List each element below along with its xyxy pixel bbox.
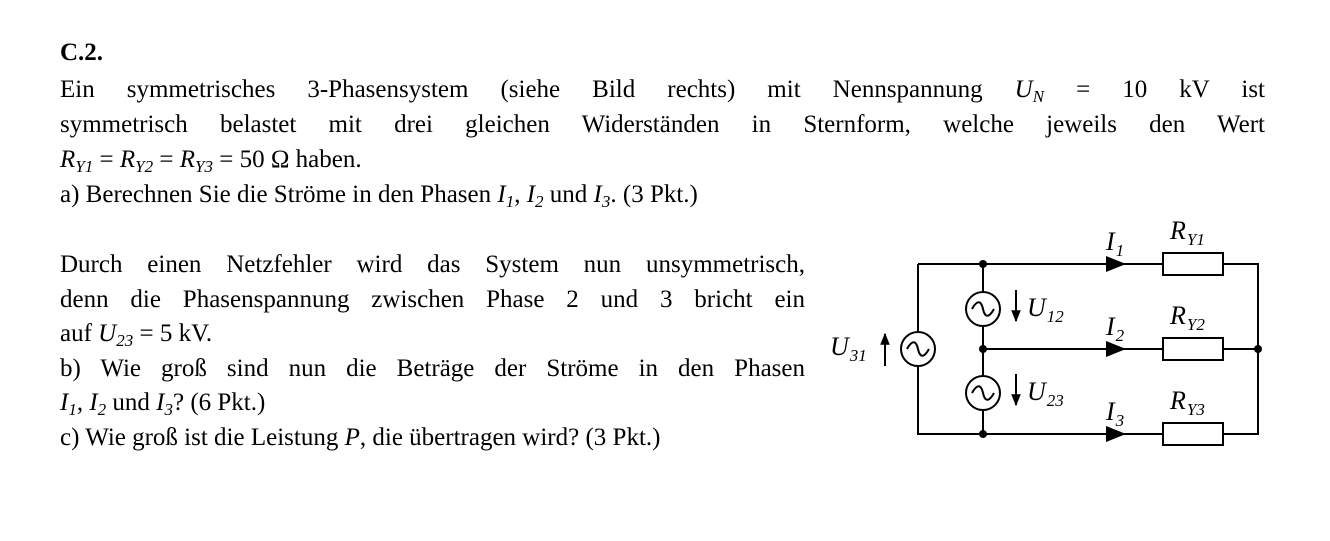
resistor-ry1: [1163, 253, 1223, 275]
voltage-source-u23: [966, 376, 1000, 410]
part-c-question: c) Wie groß ist die Leistung P, die übertragen wird? (3 Pkt.): [60, 423, 661, 451]
part-a-question: a) Berechnen Sie die Ströme in den Phasen $I_1$, $I_2$ und $I_3$. (3 Pkt.): [60, 181, 698, 211]
label-i1: $I_1$: [1106, 227, 1125, 260]
resistor-ry3: [1163, 423, 1223, 445]
label-i3: $I_3$: [1106, 397, 1125, 430]
intro-line-1: Ein symmetrisches 3-Phasensystem (siehe Bild rechts) mit Nennspannung $U_N = 10$ kV ist: [60, 76, 1265, 106]
label-ry3: $R_{Y3}$: [1170, 386, 1205, 419]
intro-line-2: symmetrisch belastet mit drei gleichen Widerständen in Sternform, welche jeweils den Wert: [60, 111, 1265, 138]
task-heading: C.2.: [60, 39, 104, 66]
label-i2: $I_2$: [1106, 312, 1125, 345]
label-u31: $U_{31}$: [830, 332, 867, 365]
fault-line-2: denn die Phasenspannung zwischen Phase 2 und 3 bricht ein: [60, 285, 805, 313]
label-u23: $U_{23}$: [1027, 377, 1064, 410]
intro-line-3: $R_{Y1} = R_{Y2} = R_{Y3} = 50$ Ω haben.: [60, 146, 362, 176]
fault-line-1: Durch einen Netzfehler wird das System nun unsymmetrisch,: [60, 251, 805, 278]
voltage-source-u12: [966, 292, 1000, 326]
part-b-question-line-2: $I_1$, $I_2$ und $I_3$? (6 Pkt.): [60, 389, 266, 419]
resistor-ry2: [1163, 338, 1223, 360]
voltage-source-u31: [901, 332, 935, 366]
part-b-question-line-1: b) Wie groß sind nun die Beträge der Ströme in den Phasen: [60, 354, 805, 382]
fault-line-3: auf $U_{23} = 5$ kV.: [60, 320, 213, 350]
label-u12: $U_{12}$: [1027, 293, 1064, 326]
label-ry2: $R_{Y2}$: [1170, 301, 1205, 334]
label-ry1: $R_{Y1}$: [1170, 216, 1205, 249]
